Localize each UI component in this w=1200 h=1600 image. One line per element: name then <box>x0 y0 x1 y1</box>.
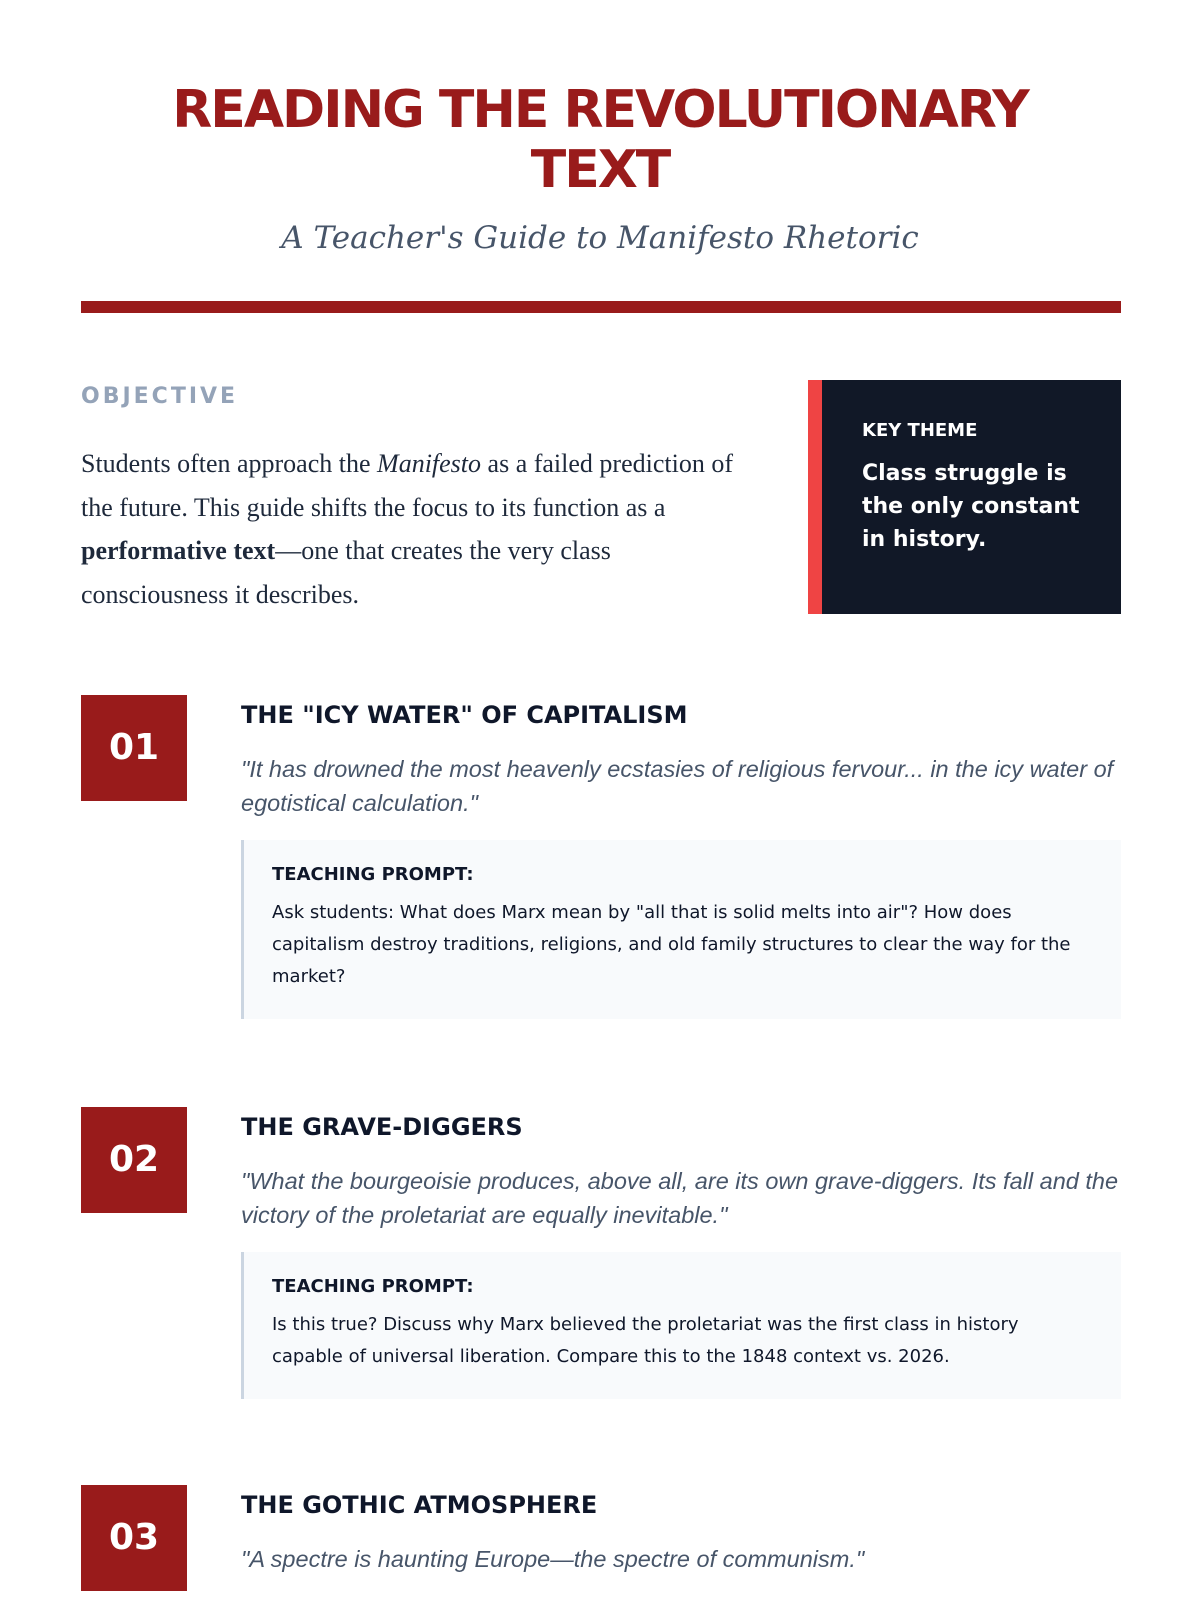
teaching-prompt-text: Ask students: What does Marx mean by "all that is solid melts into air"? How does capitalism destroy traditions, religions, and old family structures to clear the way for the market? <box>272 902 1071 987</box>
teaching-prompt-text: Is this true? Discuss why Marx believed the proletariat was the first class in history capable of universal liberation. Compare this to the 1848 context vs. 2026. <box>272 1314 1019 1367</box>
section-body <box>241 695 1121 1019</box>
objective-text-part: Students often approach the <box>81 449 378 478</box>
teaching-prompt-box <box>241 1252 1121 1399</box>
key-theme-box <box>808 380 1121 614</box>
section-body <box>241 1107 1121 1399</box>
objective-emphasis: Manifesto <box>377 449 482 478</box>
section-quote: "What the bourgeoisie produces, above all, are its own grave-diggers. Its fall and the victory of the proletariat are equally inevitable." <box>241 1168 1119 1228</box>
section-title: THE "ICY WATER" OF CAPITALISM <box>241 701 688 729</box>
section-number: 03 <box>81 1485 187 1591</box>
section-title: THE GRAVE-DIGGERS <box>241 1113 523 1141</box>
section-title: THE GOTHIC ATMOSPHERE <box>241 1491 598 1519</box>
teaching-prompt-label: TEACHING PROMPT: <box>272 864 474 885</box>
section-quote: "It has drowned the most heavenly ecstasies of religious fervour... in the icy water of egotistical calculation." <box>241 756 1114 816</box>
key-theme-text: Class struggle is the only constant in history. <box>862 461 1080 552</box>
objective-text-part: as a failed prediction of the future. This guide shifts the focus to its function as a <box>81 449 733 522</box>
header-divider <box>81 301 1121 313</box>
objective-text-part: —one that creates the very class consciousness it describes. <box>81 536 611 609</box>
teaching-prompt-label: TEACHING PROMPT: <box>272 1276 474 1297</box>
objective-text <box>81 442 761 616</box>
section-number: 02 <box>81 1107 187 1213</box>
key-theme-label: KEY THEME <box>862 420 978 441</box>
teaching-prompt-box <box>241 840 1121 1019</box>
page-subtitle: A Teacher's Guide to Manifesto Rhetoric <box>281 220 919 256</box>
page-header <box>0 80 1200 258</box>
section-quote: "A spectre is haunting Europe—the spectre of communism." <box>241 1546 865 1572</box>
page-title: READING THE REVOLUTIONARY TEXT <box>172 80 1028 200</box>
objective-label: OBJECTIVE <box>81 384 239 409</box>
objective-strong: performative text <box>81 536 276 565</box>
section-body <box>241 1485 1121 1576</box>
section-number: 01 <box>81 695 187 801</box>
